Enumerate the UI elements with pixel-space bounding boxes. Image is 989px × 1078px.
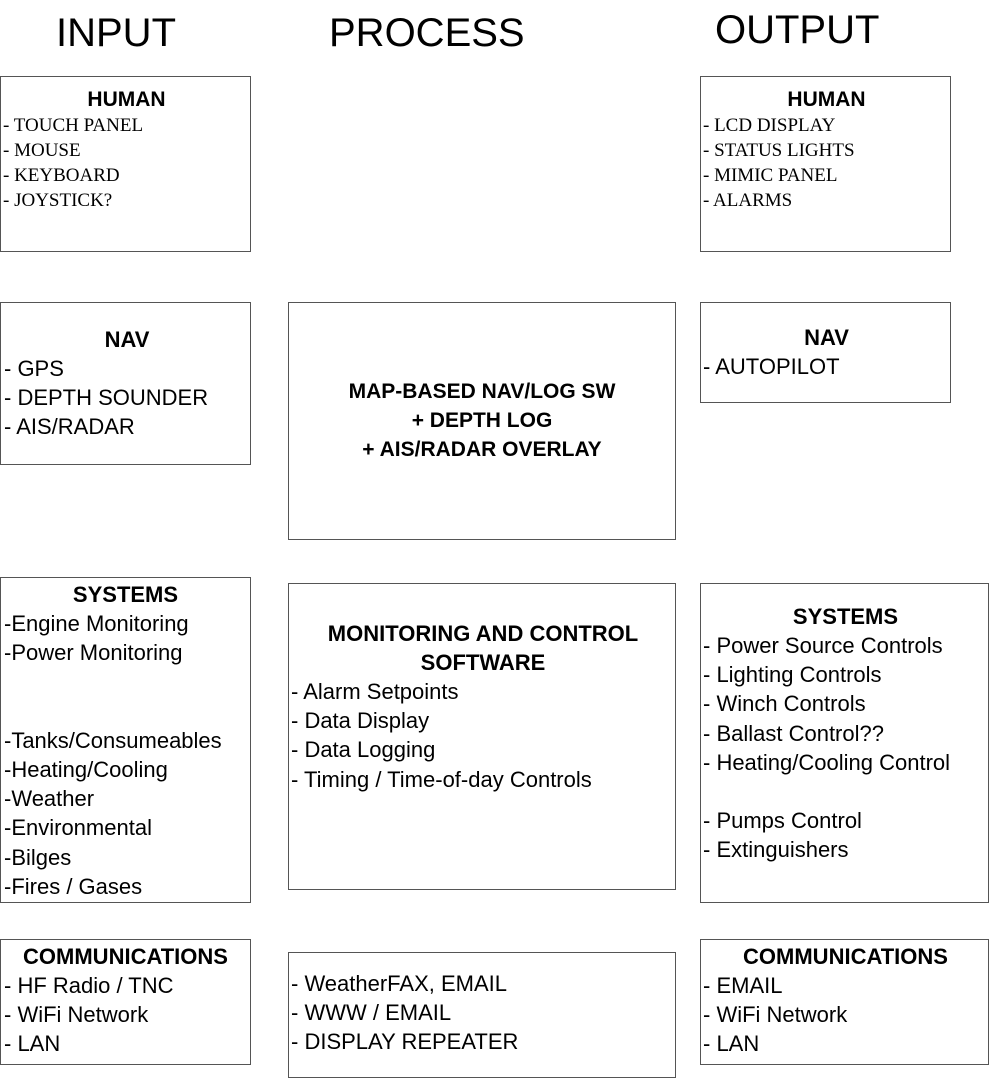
output-human-box <box>700 76 951 252</box>
list-item: -Engine Monitoring <box>4 611 189 636</box>
list-item: - ALARMS <box>703 190 793 211</box>
output-nav-title: NAV <box>804 325 849 350</box>
process-nav-box <box>288 302 676 540</box>
list-item: - TOUCH PANEL <box>3 115 144 136</box>
list-item: -Tanks/Consumeables <box>4 727 222 753</box>
list-item: - Data Display <box>291 708 430 734</box>
output-systems-title: SYSTEMS <box>792 604 899 629</box>
output-communications-box <box>700 939 989 1065</box>
input-nav-box <box>0 302 251 465</box>
process-systems-title: MONITORING AND CONTROL <box>327 621 639 646</box>
column-header-process: PROCESS <box>329 11 525 55</box>
process-nav-line: + AIS/RADAR OVERLAY <box>362 438 602 461</box>
list-item <box>703 777 988 806</box>
process-systems-title: SOFTWARE <box>420 650 546 675</box>
list-item: - WiFi Network <box>4 1002 149 1028</box>
list-item: - HF Radio / TNC <box>4 973 174 998</box>
list-item: - LAN <box>4 1031 61 1057</box>
process-nav-line: + DEPTH LOG <box>411 409 553 432</box>
list-item <box>4 667 250 696</box>
output-communications-title: COMMUNICATIONS <box>743 944 948 969</box>
list-item: - Pumps Control <box>703 808 862 834</box>
list-item: - AIS/RADAR <box>4 414 135 440</box>
list-item: - MIMIC PANEL <box>703 165 838 186</box>
list-item: - JOYSTICK? <box>3 190 113 211</box>
list-item: - WWW / EMAIL <box>291 1000 452 1026</box>
list-item: - MOUSE <box>3 140 81 161</box>
list-item: - EMAIL <box>703 973 783 998</box>
list-item: - WeatherFAX, EMAIL <box>291 971 508 996</box>
output-systems-box <box>700 583 989 903</box>
list-item: -Heating/Cooling <box>4 756 168 782</box>
list-item: - AUTOPILOT <box>703 354 840 379</box>
list-item: - STATUS LIGHTS <box>703 140 855 161</box>
list-item: - Lighting Controls <box>703 662 882 688</box>
input-systems-box <box>0 577 251 903</box>
list-item: - Timing / Time-of-day Controls <box>291 766 592 792</box>
list-item: - GPS <box>4 356 64 381</box>
process-communications-box <box>288 952 676 1078</box>
process-systems-box <box>288 583 676 890</box>
list-item: -Weather <box>4 786 95 812</box>
list-item: - Ballast Control?? <box>703 720 884 746</box>
list-item: - KEYBOARD <box>3 165 120 186</box>
list-item: - DEPTH SOUNDER <box>4 385 209 411</box>
list-item: - Data Logging <box>291 737 436 763</box>
column-header-output: OUTPUT <box>715 8 880 52</box>
list-item: - LAN <box>703 1031 760 1057</box>
input-human-title: HUMAN <box>87 88 166 111</box>
list-item: -Power Monitoring <box>4 640 183 666</box>
list-item: - Alarm Setpoints <box>291 679 459 704</box>
input-human-box <box>0 76 251 252</box>
list-item: -Fires / Gases <box>4 873 143 899</box>
column-header-input: INPUT <box>56 11 176 55</box>
output-human-title: HUMAN <box>787 88 866 111</box>
list-item: -Bilges <box>4 844 72 870</box>
input-communications-title: COMMUNICATIONS <box>23 944 228 969</box>
output-nav-box <box>700 302 951 403</box>
list-item: - Extinguishers <box>703 837 849 863</box>
list-item: - Power Source Controls <box>703 633 943 658</box>
list-item: - DISPLAY REPEATER <box>291 1029 519 1055</box>
input-systems-title: SYSTEMS <box>72 582 179 607</box>
list-item <box>4 697 250 726</box>
input-nav-title: NAV <box>104 327 150 352</box>
process-nav-line: MAP-BASED NAV/LOG SW <box>348 380 616 403</box>
input-communications-box <box>0 939 251 1065</box>
list-item: - Heating/Cooling Control <box>703 749 951 775</box>
list-item: - Winch Controls <box>703 691 866 717</box>
list-item: -Environmental <box>4 815 152 841</box>
list-item: - WiFi Network <box>703 1002 848 1028</box>
list-item: - LCD DISPLAY <box>703 115 836 136</box>
